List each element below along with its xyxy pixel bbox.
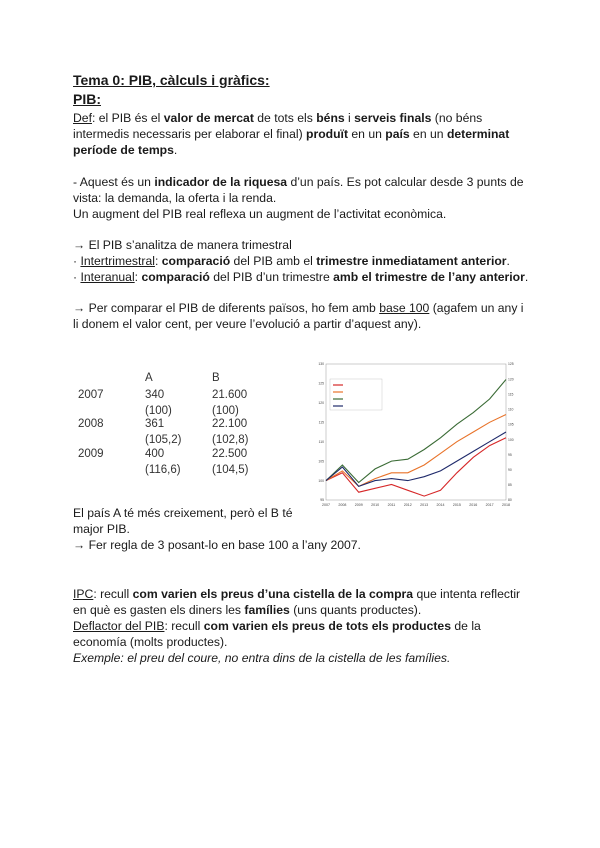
x-tick-label: 2009	[354, 503, 363, 507]
chart-legend-box	[330, 379, 382, 410]
y-right-tick-label: 125	[508, 362, 514, 367]
text: (no béns	[431, 111, 483, 125]
deflactor-line-1	[73, 618, 481, 634]
y-left-tick-label: 105	[318, 459, 324, 464]
y-left-tick-label: 100	[318, 478, 324, 483]
table-year: 2007	[78, 389, 104, 401]
bold-text: com varien els preus d’una cistella de la compra	[132, 587, 414, 601]
text: que intenta reflectir	[413, 587, 521, 601]
bold-text: determinat	[446, 127, 510, 141]
x-tick-label: 2017	[485, 503, 494, 507]
table-year: 2009	[78, 448, 104, 460]
bold-text: trimestre inmediatament anterior	[316, 254, 507, 268]
y-left-tick-label: 95	[320, 498, 324, 503]
underlined-term: Interanual	[80, 270, 135, 284]
bold-text: amb el trimestre de l’any anterior	[333, 270, 525, 284]
y-right-tick-label: 100	[508, 437, 514, 442]
quarterly-line-3	[73, 269, 528, 285]
quarterly-line-1: → El PIB s’analitza de manera trimestral	[73, 238, 292, 252]
bold-text: país	[385, 127, 410, 141]
text: i	[344, 111, 355, 125]
y-right-tick-label: 85	[508, 483, 512, 488]
table-cell: (105,2)	[145, 434, 182, 446]
table-cell: 400	[145, 448, 165, 460]
table-header-b: B	[212, 372, 220, 384]
table-header-a: A	[145, 372, 153, 384]
definition-line-2	[73, 126, 509, 142]
bold-text: indicador de la riquesa	[154, 175, 288, 189]
x-tick-label: 2008	[338, 503, 347, 507]
y-right-tick-label: 105	[508, 422, 514, 427]
text: : recull	[164, 619, 204, 633]
bold-text: béns	[316, 111, 345, 125]
table-cell: (102,8)	[212, 434, 249, 446]
table-cell: (100)	[145, 405, 172, 417]
x-tick-label: 2013	[420, 503, 429, 507]
y-left-tick-label: 120	[318, 401, 324, 406]
table-cell: 22.100	[212, 418, 248, 430]
bold-text: valor de mercat	[163, 111, 254, 125]
bold-text: comparació	[141, 270, 210, 284]
def-label: Def	[73, 111, 92, 125]
x-tick-label: 2010	[371, 503, 380, 507]
text: - Aquest és un	[73, 175, 155, 189]
text: :	[134, 270, 142, 284]
document-title: Tema 0: PIB, càlculs i gràfics:	[73, 72, 270, 88]
quarterly-line-2	[73, 253, 510, 269]
text: intermedis necessaris per elaborar el final)	[73, 127, 307, 141]
table-cell: 340	[145, 389, 165, 401]
italic-text: Exemple: el preu del coure, no entra dins de la cistella de les famílies.	[73, 651, 451, 665]
bold-text: comparació	[161, 254, 231, 268]
indicator-line-3: Un augment del PIB real reflexa un augment de l’activitat econòmica.	[73, 207, 447, 221]
table-cell: (100)	[212, 405, 239, 417]
text: del PIB d’un trimestre	[209, 270, 334, 284]
text: :	[154, 254, 162, 268]
x-tick-label: 2012	[403, 503, 412, 507]
text: : recull	[93, 587, 133, 601]
text: ·	[73, 254, 81, 268]
y-right-tick-label: 90	[508, 467, 512, 472]
x-tick-label: 2011	[387, 503, 396, 507]
text: : el PIB és el	[91, 111, 164, 125]
example-line	[73, 650, 450, 666]
text: (uns quants productes).	[289, 603, 422, 617]
definition-line-1	[73, 110, 482, 126]
text: en un	[348, 127, 386, 141]
y-right-tick-label: 110	[508, 407, 514, 412]
ipc-line-2	[73, 602, 421, 618]
text: → Per comparar el PIB de diferents països, ho fem amb	[73, 301, 380, 315]
table-cell: 22.500	[212, 448, 248, 460]
y-right-tick-label: 115	[508, 392, 514, 397]
definition-line-3	[73, 142, 177, 158]
conclusion-line-2: major PIB.	[73, 522, 130, 536]
table-year: 2008	[78, 418, 104, 430]
deflactor-line-2: economía (molts productes).	[73, 635, 228, 649]
table-cell: 361	[145, 418, 165, 430]
y-left-tick-label: 130	[318, 362, 324, 367]
table-cell: (104,5)	[212, 464, 249, 476]
indicator-line-2: vista: la demanda, la oferta i la renda.	[73, 191, 277, 205]
indicator-line-1	[73, 174, 524, 190]
base100-line-1	[73, 300, 524, 316]
text: de tots els	[253, 111, 317, 125]
text: del PIB amb el	[230, 254, 317, 268]
text: en un	[409, 127, 447, 141]
text: (agafem un any i	[429, 301, 524, 315]
y-right-tick-label: 80	[508, 498, 512, 503]
bold-text: període de temps	[73, 143, 174, 157]
y-left-tick-label: 125	[318, 381, 324, 386]
y-right-tick-label: 120	[508, 377, 514, 382]
gdp-line-chart	[312, 346, 522, 508]
y-left-tick-label: 115	[318, 420, 324, 425]
underlined-term: Intertrimestral	[80, 254, 155, 268]
underlined-term: Deflactor del PIB	[73, 619, 165, 633]
y-left-tick-label: 110	[318, 439, 324, 444]
bold-text: famílies	[244, 603, 290, 617]
bold-text: serveis finals	[354, 111, 432, 125]
bold-text: produït	[306, 127, 348, 141]
conclusion-line-1: El país A té més creixement, però el B té	[73, 506, 293, 520]
y-right-tick-label: 95	[508, 452, 512, 457]
text: ·	[73, 270, 81, 284]
text: .	[506, 254, 510, 268]
base100-line-2: li donem el valor cent, per veure l’evolució a partir d’aquest any).	[73, 317, 422, 331]
text: de la	[450, 619, 481, 633]
x-tick-label: 2015	[452, 503, 461, 507]
text: en què es gasten els diners les	[73, 603, 245, 617]
table-cell: (116,6)	[145, 464, 181, 476]
bold-text: com varien els preus de tots els productes	[203, 619, 451, 633]
text: .	[524, 270, 529, 284]
table-cell: 21.600	[212, 389, 248, 401]
underlined-term: IPC	[73, 587, 94, 601]
text: d’un país. Es pot calcular desde 3 punts de	[287, 175, 524, 189]
text: .	[173, 143, 178, 157]
section-heading-pib: PIB:	[73, 91, 101, 107]
underlined-term: base 100	[379, 301, 430, 315]
conclusion-line-3: → Fer regla de 3 posant-lo en base 100 a l’any 2007.	[73, 538, 361, 552]
x-tick-label: 2014	[436, 503, 445, 507]
ipc-line-1	[73, 586, 520, 602]
x-tick-label: 2007	[322, 503, 330, 507]
x-tick-label: 2018	[502, 503, 510, 507]
x-tick-label: 2016	[469, 503, 478, 507]
